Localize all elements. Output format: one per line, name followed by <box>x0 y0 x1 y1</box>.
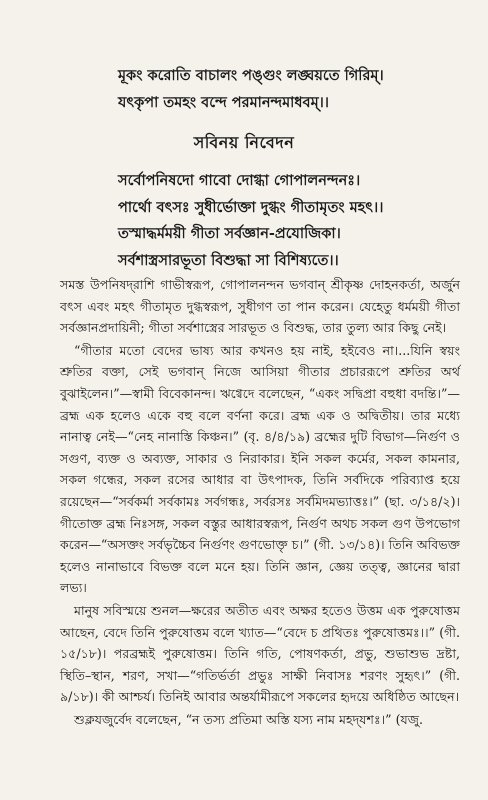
body-text <box>60 274 460 730</box>
paragraph: “গীতার মতো বেদের ভাষ্য আর কখনও হয় নাই, হইবেও না।...যিনি স্বয়ং শ্রুতির বক্তা, সেই ভগবান্ নিজে আসিয়া গীতার প্রচাররূপে শ্রুতির অর্থ বুঝাইলেন।”—স্বামী বিবেকানন্দ। ঋগ্বেদে বলেছেন, “একং সদ্বিপ্রা বহুধা বদন্তি।”—ব্রহ্ম এক হলেও একে বহু বলে বর্ণনা করে। ব্রহ্ম এক ও অদ্বিতীয়। তার মধ্যে নানাত্ব নেই—“নেহ নানাস্তি কিঞ্চন।” (বৃ. ৪/৪/১৯) ব্রহ্মের দুটি বিভাগ—নির্গুণ ও সগুণ, ব্যক্ত ও অব্যক্ত, সাকার ও নিরাকার। ইনি সকল কর্মের, সকল কামনার, সকল গন্ধের, সকল রসের আধার বা উৎপাদক, তিনি সর্বদিকে পরিব্যাপ্ত হয়ে রয়েছেন—“সর্বকর্মা সর্বকামঃ সর্বগন্ধঃ, সর্বরসঃ সর্বমিদমভ্যাত্তঃ।” (ছা. ৩/১৪/২)। গীতোক্ত ব্রহ্ম নিঃসঙ্গ, সকল বস্তুর আধারস্বরূপ, নির্গুণ অথচ সকল গুণ উপভোগ করেন—“অসক্তং সর্বভৃচ্চৈব নির্গুণং গুণভোক্তৃ চ।” (গী. ১৩/১৪)। তিনি অবিভক্ত হলেও নানাভাবে বিভক্ত বলে মনে হয়। তিনি জ্ঞান, জ্ঞেয় তত্ত্ব, জ্ঞানের দ্বারা লভ্য। <box>60 342 460 596</box>
verse-line: সর্বশাস্ত্রসারভূতা বিশুদ্ধা সা বিশিষ্যতে।। <box>118 251 339 269</box>
opening-verse <box>118 62 384 116</box>
verse-line: সর্বোপনিষদো গাবো দোগ্ধা গোপালনন্দনঃ। <box>118 172 361 189</box>
paragraph: সমস্ত উপনিষদ্‌রাশি গাভীস্বরূপ, গোপালনন্দন ভগবান্ শ্রীকৃষ্ণ দোহনকর্তা, অর্জুন বৎস এবং মহৎ গীতামৃত দুগ্ধস্বরূপ, সুধীগণ তা পান করেন। যেহেতু ধর্মময়ী গীতা সর্বজ্ঞানপ্রদায়িনী; গীতা সর্বশাস্ত্রের সারভূত ও বিশুদ্ধ, তার তুল্য আর কিছু নেই। <box>60 277 460 336</box>
verse-line: মূকং করোতি বাচালং পঙ্গুং লঙ্ঘয়তে গিরিম্। <box>118 67 384 84</box>
verse-line: যৎকৃপা তমহং বন্দে পরমানন্দমাধবম্।। <box>118 94 329 111</box>
paragraph: শুক্লযজুর্বেদ বলেছেন, “ন তস্য প্রতিমা অস্তি যস্য নাম মহদ্‌যশঃ।” (যজু. <box>74 711 424 727</box>
gita-dhyana-verse <box>118 168 383 274</box>
verse-line: পার্থো বৎসঃ সুধীর্ভোক্তা দুগ্ধং গীতামৃতং মহৎ।। <box>118 198 384 216</box>
section-title: সবিনয় নিবেদন <box>193 133 295 152</box>
verse-line: তস্মাদ্ধর্মময়ী গীতা সর্বজ্ঞান-প্রযোজিকা। <box>118 225 341 242</box>
paragraph: মানুষ সবিস্ময়ে শুনল—ক্ষরের অতীত এবং অক্ষর হতেও উত্তম এক পুরুষোত্তম আছেন, বেদে তিনি পুরুষোত্তম বলে খ্যাত—“বেদে চ প্রথিতঃ পুরুষোত্তমঃ।।” (গী. ১৫/১৮)। পরব্রহ্মই পুরুষোত্তম। তিনি গতি, পোষণকর্তা, প্রভু, শুভাশুভ দ্রষ্টা, স্থিতি–স্থান, শরণ, সখা—“গতির্ভর্তা প্রভুঃ সাক্ষী নিবাসঃ শরণং সুহৃৎ।” (গী. ৯/১৮)। কী আশ্চর্য। তিনিই আবার অন্তর্যামীরূপে সকলের হৃদয়ে অধিষ্ঠিত আছেন। <box>60 602 460 705</box>
